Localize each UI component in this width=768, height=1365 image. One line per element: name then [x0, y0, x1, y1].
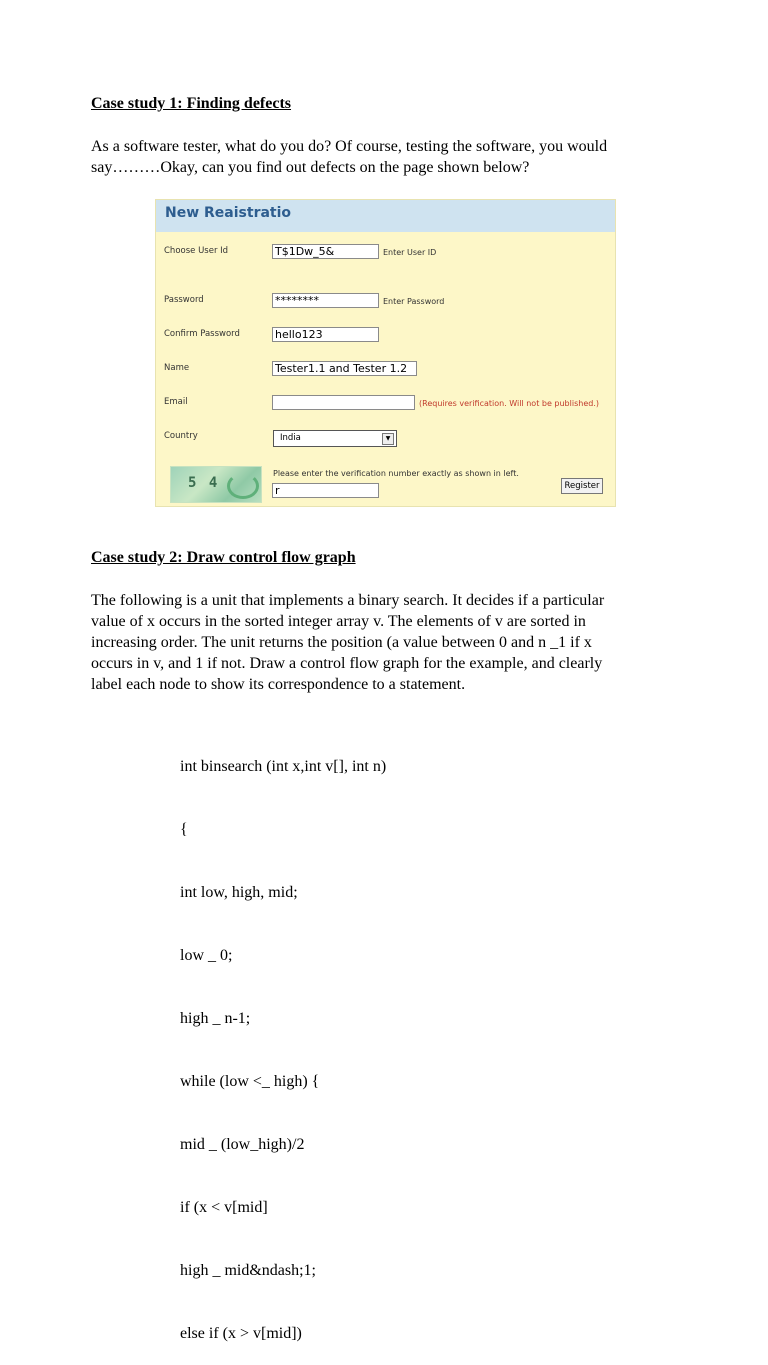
- user-id-label: Choose User Id: [164, 246, 229, 256]
- chevron-down-icon[interactable]: ▼: [382, 433, 394, 445]
- code-line: while (low <_ high) {: [180, 1073, 320, 1090]
- captcha-prompt: Please enter the verification number exactly as shown in left.: [273, 469, 519, 478]
- binsearch-code-block: [180, 714, 386, 1365]
- captcha-text: 5 4: [188, 475, 220, 491]
- code-line: int binsearch (int x,int v[], int n): [180, 758, 387, 775]
- email-input[interactable]: [272, 395, 415, 410]
- confirm-password-label: Confirm Password: [164, 329, 240, 339]
- code-line: int low, high, mid;: [180, 884, 298, 901]
- form-header: [156, 200, 615, 232]
- code-line: high _ mid&ndash;1;: [180, 1262, 316, 1279]
- country-select[interactable]: [273, 430, 397, 447]
- email-hint: (Requires verification. Will not be published.): [419, 399, 599, 408]
- country-value: India: [280, 433, 301, 443]
- description-line: increasing order. The unit returns the position (a value between 0 and n _1 if x: [91, 634, 592, 651]
- captcha-input[interactable]: r: [272, 483, 379, 498]
- registration-form-screenshot: [155, 199, 616, 507]
- password-hint: Enter Password: [383, 297, 445, 306]
- description-line: occurs in v, and 1 if not. Draw a control flow graph for the example, and clearly: [91, 655, 603, 672]
- user-id-hint: Enter User ID: [383, 248, 437, 257]
- code-line: mid _ (low_high)/2: [180, 1136, 305, 1153]
- user-id-input[interactable]: T$1Dw_5&: [272, 244, 379, 259]
- code-line: else if (x > v[mid]): [180, 1325, 302, 1342]
- email-label: Email: [164, 397, 188, 407]
- case-study-2-heading: Case study 2: Draw control flow graph: [91, 549, 356, 566]
- country-label: Country: [164, 431, 198, 441]
- code-line: {: [180, 821, 188, 838]
- password-input[interactable]: ********: [272, 293, 379, 308]
- intro-line-1: As a software tester, what do you do? Of course, testing the software, you would: [91, 138, 608, 155]
- form-title: New Reaistratio: [165, 205, 292, 221]
- case-study-1-intro: [91, 136, 671, 178]
- description-line: value of x occurs in the sorted integer array v. The elements of v are sorted in: [91, 613, 586, 630]
- case-study-2-description: [91, 590, 671, 695]
- captcha-image: [170, 466, 262, 503]
- description-line: label each node to show its correspondence to a statement.: [91, 676, 466, 693]
- code-line: if (x < v[mid]: [180, 1199, 268, 1216]
- code-line: low _ 0;: [180, 947, 233, 964]
- case-study-1-heading: Case study 1: Finding defects: [91, 95, 292, 112]
- intro-line-2: say………Okay, can you find out defects on the page shown below?: [91, 159, 530, 176]
- code-line: high _ n-1;: [180, 1010, 251, 1027]
- captcha-swirl-icon: [227, 473, 259, 499]
- confirm-password-input[interactable]: hello123: [272, 327, 379, 342]
- register-button[interactable]: Register: [561, 478, 603, 494]
- password-label: Password: [164, 295, 204, 305]
- name-label: Name: [164, 363, 190, 373]
- name-input[interactable]: Tester1.1 and Tester 1.2: [272, 361, 417, 376]
- description-line: The following is a unit that implements a binary search. It decides if a particular: [91, 592, 605, 609]
